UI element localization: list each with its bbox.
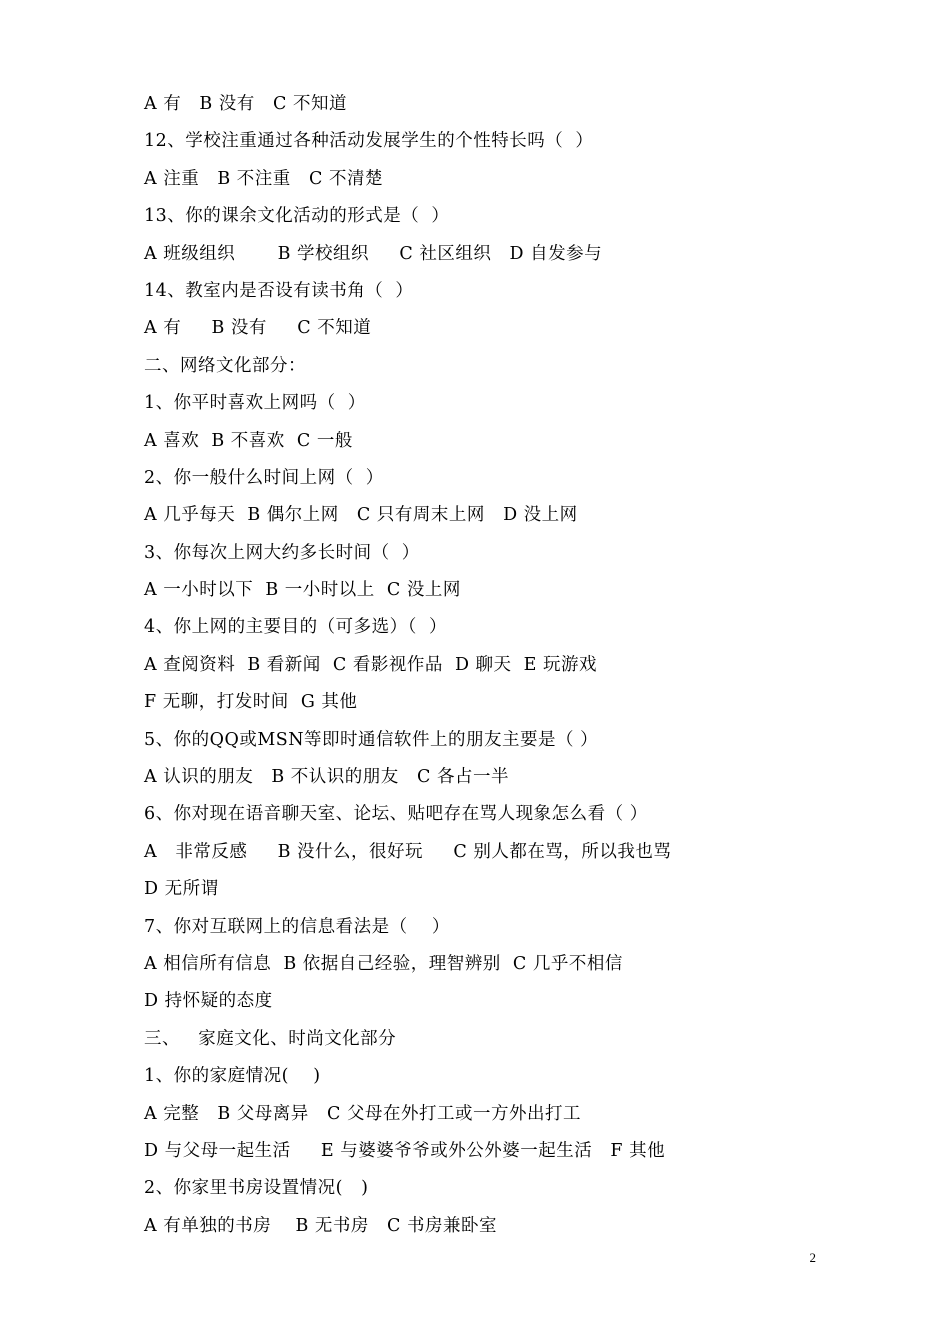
answer-line: A 一小时以下 B 一小时以上 C 没上网: [144, 580, 461, 601]
answer-line: A 注重 B 不注重 C 不清楚: [144, 168, 383, 189]
question-line: 4、你上网的主要目的（可多选）（ ）: [144, 617, 448, 638]
question-line: 12、学校注重通过各种活动发展学生的个性特长吗（ ）: [144, 131, 594, 152]
answer-line: D 无所谓: [144, 879, 219, 900]
answer-line: D 与父母一起生活 E 与婆婆爷爷或外公外婆一起生活 F 其他: [144, 1140, 666, 1161]
question-line: 13、你的课余文化活动的形式是（ ）: [144, 206, 450, 227]
answer-line: F 无聊，打发时间 G 其他: [144, 692, 358, 713]
answer-line: A 喜欢 B 不喜欢 C 一般: [144, 430, 353, 451]
page-number: 2: [809, 1250, 816, 1265]
answer-line: A 相信所有信息 B 依据自己经验，理智辨别 C 几乎不相信: [144, 953, 623, 974]
answer-line: A 认识的朋友 B 不认识的朋友 C 各占一半: [144, 767, 509, 788]
section-heading: 二、网络文化部分：: [144, 355, 306, 376]
question-line: 3、你每次上网大约多长时间（ ）: [144, 542, 420, 563]
answer-line: A 非常反感 B 没什么，很好玩 C 别人都在骂，所以我也骂: [144, 841, 672, 862]
section-heading: 三、 家庭文化、时尚文化部分: [144, 1028, 397, 1049]
answer-line: A 完整 B 父母离异 C 父母在外打工或一方外出打工: [144, 1103, 581, 1124]
answer-line: A 几乎每天 B 偶尔上网 C 只有周末上网 D 没上网: [144, 505, 578, 526]
answer-line: A 查阅资料 B 看新闻 C 看影视作品 D 聊天 E 玩游戏: [144, 654, 598, 675]
question-line: 2、你一般什么时间上网（ ）: [144, 467, 384, 488]
question-line: 7、你对互联网上的信息看法是（ ）: [144, 916, 450, 937]
question-line: 1、你平时喜欢上网吗（ ）: [144, 393, 366, 414]
answer-line: D 持怀疑的态度: [144, 991, 273, 1012]
question-line: 2、你家里书房设置情况( ): [144, 1178, 369, 1199]
answer-line: A 班级组织 B 学校组织 C 社区组织 D 自发参与: [144, 243, 603, 264]
question-line: 5、你的QQ或MSN等即时通信软件上的朋友主要是（ ）: [144, 729, 599, 750]
question-line: 6、你对现在语音聊天室、论坛、贴吧存在骂人现象怎么看（ ）: [144, 804, 648, 825]
question-line: 1、你的家庭情况( ): [144, 1066, 321, 1087]
answer-line: A 有 B 没有 C 不知道: [144, 94, 347, 114]
answer-line: A 有单独的书房 B 无书房 C 书房兼卧室: [144, 1215, 498, 1236]
questionnaire-body: [144, 92, 844, 1251]
answer-line: A 有 B 没有 C 不知道: [144, 318, 372, 339]
question-line: 14、教室内是否设有读书角（ ）: [144, 280, 414, 301]
